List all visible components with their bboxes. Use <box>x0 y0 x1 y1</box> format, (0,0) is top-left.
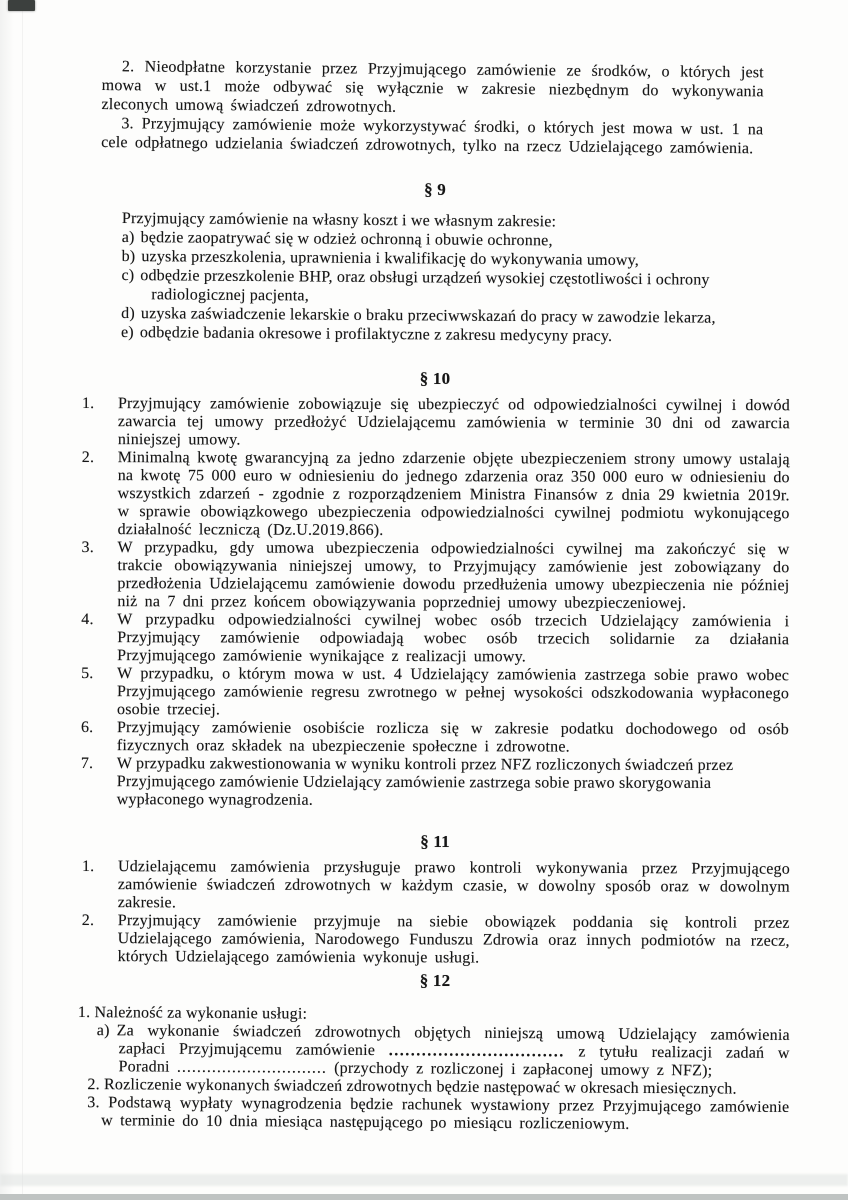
scan-left-shade <box>0 0 14 1200</box>
section-10-body <box>81 395 790 811</box>
numbered-item <box>81 611 789 667</box>
numbered-item <box>81 755 789 811</box>
list-item <box>101 57 764 120</box>
blank-dotted-line: ................................ <box>388 1042 565 1061</box>
item-marker: a) <box>96 1022 110 1040</box>
item-text: Podstawą wypłaty wynagrodzenia będzie rachunek wystawiony przez Przyjmującego zamówienie w terminie do 10 dnia miesiąca następującego po miesiącu rozliczeniowym. <box>101 1094 790 1133</box>
section-10-heading: § 10 <box>419 369 451 388</box>
item-text: W przypadku odpowiedzialności cywilnej wobec osób trzecich Udzielający zamówienia i Przyjmujący zamówienie odpowiadają wobec osób trzecich solidarnie za działania Przyjmującego zamówienie wynikające z realizacji umowy. <box>117 611 790 666</box>
lettered-item <box>121 266 771 309</box>
item-marker: a) <box>121 228 135 247</box>
item-number: 2. <box>81 448 95 467</box>
item-number: 3. <box>87 1094 100 1112</box>
numbered-item <box>81 719 789 757</box>
section-11-heading: § 11 <box>420 832 450 851</box>
numbered-item <box>82 858 790 915</box>
numbered-item <box>82 912 790 969</box>
item-text: uzyska przeszkolenia, uprawnienia i kwalifikację do wykonywania umowy, <box>141 248 640 270</box>
item-number: 1. <box>81 395 95 413</box>
item-text: Należność za wykonanie usługi: <box>94 1004 308 1023</box>
top-paragraph-block <box>101 57 764 158</box>
item-text: W przypadku zakwestionowania w wyniku kontroli przez NFZ rozliczonych świadczeń przez Przyjmującego zamówienie Udzielający zamówienie zastrzega sobie prawo skorygowania wypłaconego wynagrodzenia. <box>116 755 734 809</box>
item-text: Nieodpłatne korzystanie przez Przyjmującego zamówienie ze środków, o których jest mowa w ust.1 może odbywać się wyłącznie w zakresie niezbędnym do wykonywania zleconych umową świadczeń zdrowotnych. <box>101 58 764 116</box>
item-text: uzyska zaświadczenie lekarskie o braku przeciwwskazań do pracy w zawodzie lekarza, <box>140 305 716 327</box>
numbered-item <box>81 539 789 613</box>
item-text: W przypadku, gdy umowa ubezpieczenia odpowiedzialności cywilnej ma zakończyć się w trakcie obowiązywania niniejszej umowy, to Przyjmujący zamówienie jest zobowiązany do przedłożenia Udzielającemu zamówienie dowodu przedłużenia umowy ubezpieczenia nie później niż na 7 dni przez końcem obowiązywania poprzedniej umowy ubezpieczeniowej. <box>117 539 790 612</box>
section-9-intro: Przyjmujący zamówienie na własny koszt i we własnym zakresie: <box>121 209 557 231</box>
item-marker: c) <box>121 266 135 285</box>
lettered-item <box>96 1022 789 1081</box>
item-marker: b) <box>121 247 136 266</box>
item-number: 3. <box>81 538 94 557</box>
item-text: Przyjmujący zamówienie zobowiązuje się ubezpieczyć od odpowiedzialności cywilnej i dowód zawarcia tej umowy przedłożyć Udzielającemu zamówienia w terminie 30 dni od zawarcia niniejszej umowy. <box>117 395 790 449</box>
item-number: 2. <box>87 1076 100 1094</box>
scan-bottom-edge <box>0 1194 848 1200</box>
item-text: Za wykonanie świadczeń zdrowotnych objętych niniejszą umową Udzielający zamówienia zapłaci Przyjmującemu zamówienie <box>116 1022 790 1060</box>
numbered-item <box>82 395 790 451</box>
item-number: 7. <box>80 754 94 773</box>
item-text: Przyjmujący zamówienie osobiście rozlicza się w zakresie podatku dochodowego od osób fizycznych oraz składek na ubezpieczenie społeczne i zdrowotne. <box>116 719 789 756</box>
section-9-body <box>121 209 772 347</box>
item-number: 4. <box>81 610 94 629</box>
item-number: 3. <box>121 115 134 133</box>
item-text: W przypadku, o którym mowa w ust. 4 Udzielający zamówienia zastrzega sobie prawo wobec Przyjmującego zamówienie regresu zwrotnego w pełnej wysokości odszkodowania wypłaconego osobie trzeciej. <box>116 665 790 719</box>
numbered-item <box>82 449 790 541</box>
item-text: Przyjmujący zamówienie może wykorzystywać środki, o których jest mowa w ust. 1 na cele odpłatnego udzielania świadczeń zdrowotnych, tylko na rzecz Udzielającego zamówienia. <box>101 115 764 158</box>
item-text: odbędzie badania okresowe i profilaktyczne z zakresu medycyny pracy. <box>139 324 613 345</box>
scan-corner-artifact <box>8 0 35 11</box>
item-text: odbędzie przeszkolenie BHP, oraz obsługi urządzeń wysokiej częstotliwości i ochrony radiologicznej pacjenta, <box>140 267 710 305</box>
numbered-item <box>81 665 789 721</box>
item-number: 1. <box>77 1004 91 1022</box>
section-9-heading: § 9 <box>424 180 446 199</box>
item-text: (przychody z rozliczonej i zapłaconej umowy z NFZ); <box>334 1059 713 1080</box>
item-marker: d) <box>121 304 135 323</box>
item-number: 2. <box>121 58 135 76</box>
scan-bottom-mottle <box>0 1174 848 1186</box>
item-number: 5. <box>81 664 94 683</box>
list-item <box>101 114 763 158</box>
blank-dotted-line: .............................. <box>176 1058 328 1077</box>
item-text: Udzielającemu zamówienia przysługuje prawo kontroli wykonywania przez Przyjmującego zamówienie świadczeń zdrowotnych w każdym czasie, w dowolny sposób oraz w dowolnym zakresie. <box>117 858 790 912</box>
item-text: będzie zaopatrywać się w odzież ochronną i obuwie ochronne, <box>140 229 553 250</box>
section-12-heading: § 12 <box>419 971 451 990</box>
section-11-body <box>82 858 790 969</box>
item-number: 6. <box>80 718 94 737</box>
item-marker: e) <box>120 323 134 342</box>
item-text: Przyjmujący zamówienie przyjmuje na siebie obowiązek poddania się kontroli przez Udzielającego zamówienia, Narodowego Funduszu Zdrowia oraz innych podmiotów na rzecz, których Udzielającego zamówienia wykonuje usługi. <box>117 912 790 967</box>
section-12-body <box>77 1004 790 1135</box>
item-number: 1. <box>81 858 95 876</box>
item-text: Rozliczenie wykonanych świadczeń zdrowotnych będzie następować w okresach miesięcznych. <box>103 1076 737 1098</box>
item-number: 2. <box>81 911 95 930</box>
item-text: z tytułu realizacji zadań w Poradni <box>118 1043 790 1076</box>
item-text: Minimalną kwotę gwarancyjną za jedno zdarzenie objęte ubezpieczeniem strony umowy ustalają na kwotę 75 000 euro w odniesieniu do jednego zdarzenia oraz 350 000 euro w odniesieniu do wszystkich zdarzeń - zgodnie z rozporządzeniem Ministra Finansów z dnia 29 kwietnia 2019r. w sprawie obowiązkowego ubezpieczenia odpowiedzialności cywilnej podmiotu wykonującego działalność leczniczą (Dz.U.2019.866). <box>117 449 790 539</box>
numbered-item <box>87 1094 789 1135</box>
